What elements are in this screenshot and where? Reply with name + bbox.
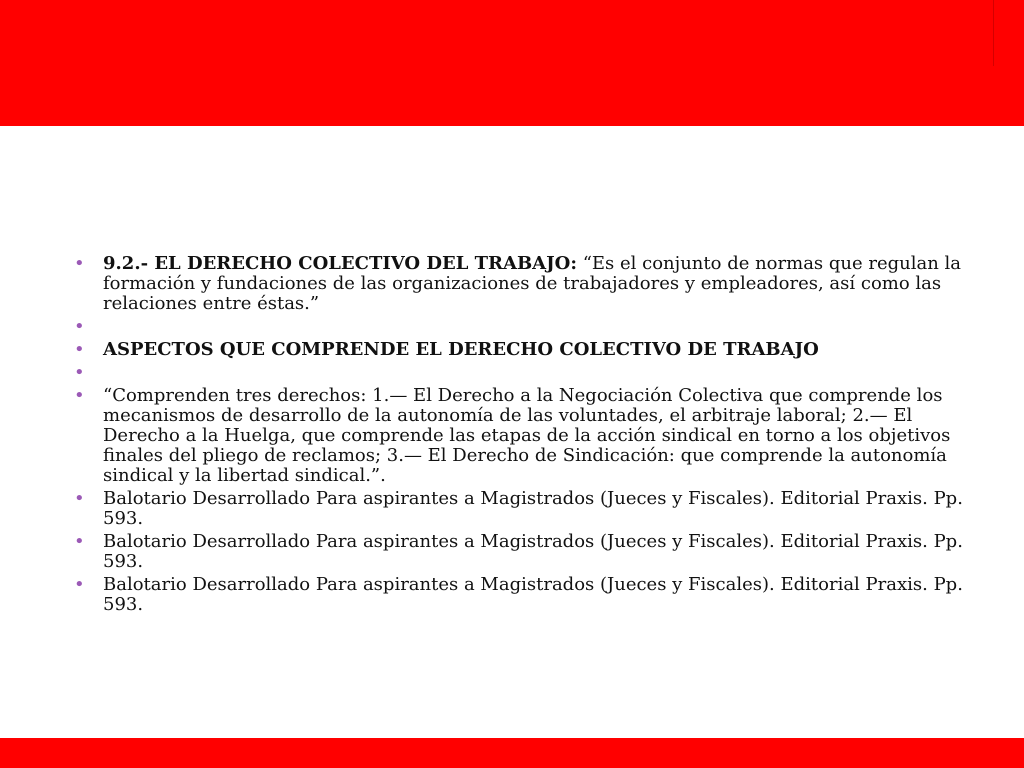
bullet-item-aspects-heading [74, 340, 974, 360]
bullet-item-empty [74, 317, 974, 337]
bullet-icon: • [74, 574, 85, 595]
bullet-icon: • [74, 316, 85, 337]
bullet-item-reference [74, 489, 974, 529]
definition-heading: 9.2.- EL DERECHO COLECTIVO DEL TRABAJO: [103, 253, 577, 274]
bullet-item-reference [74, 532, 974, 572]
bullet-item-empty [74, 363, 974, 383]
bullet-icon: • [74, 531, 85, 552]
bottom-red-band [0, 738, 1024, 768]
reference-text: Balotario Desarrollado Para aspirantes a Magistrados (Jueces y Fiscales). Editorial Praxis. Pp. 593. [103, 488, 963, 529]
bullet-list [74, 254, 974, 615]
bullet-item-definition [74, 254, 974, 314]
reference-text: Balotario Desarrollado Para aspirantes a Magistrados (Jueces y Fiscales). Editorial Praxis. Pp. 593. [103, 574, 963, 615]
bullet-icon: • [74, 488, 85, 509]
bullet-icon: • [74, 253, 85, 274]
definition-text: “Es el conjunto de normas que regulan la formación y fundaciones de las organizaciones de trabajadores y empleadores, así como las relaciones entre éstas.” [103, 253, 962, 314]
top-red-band [0, 0, 1024, 126]
rights-text: “Comprenden tres derechos: 1.— El Derecho a la Negociación Colectiva que comprende los mecanismos de desarrollo de la autonomía de las voluntades, el arbitraje laboral; 2.— El Derecho a la Huelga, que comprende las etapas de la acción sindical en torno a los objetivos finales del pliego de reclamos; 3.— El Derecho de Sindicación: que comprende la autonomía sindical y la libertad sindical.”. [103, 385, 951, 486]
bullet-icon: • [74, 385, 85, 406]
bullet-item-rights [74, 386, 974, 486]
bullet-item-reference [74, 575, 974, 615]
aspects-heading: ASPECTOS QUE COMPRENDE EL DERECHO COLECTIVO DE TRABAJO [103, 339, 819, 360]
reference-text: Balotario Desarrollado Para aspirantes a Magistrados (Jueces y Fiscales). Editorial Praxis. Pp. 593. [103, 531, 963, 572]
slide-content [74, 254, 974, 618]
bullet-icon: • [74, 339, 85, 360]
top-band-divider [993, 0, 994, 66]
bullet-icon: • [74, 362, 85, 383]
